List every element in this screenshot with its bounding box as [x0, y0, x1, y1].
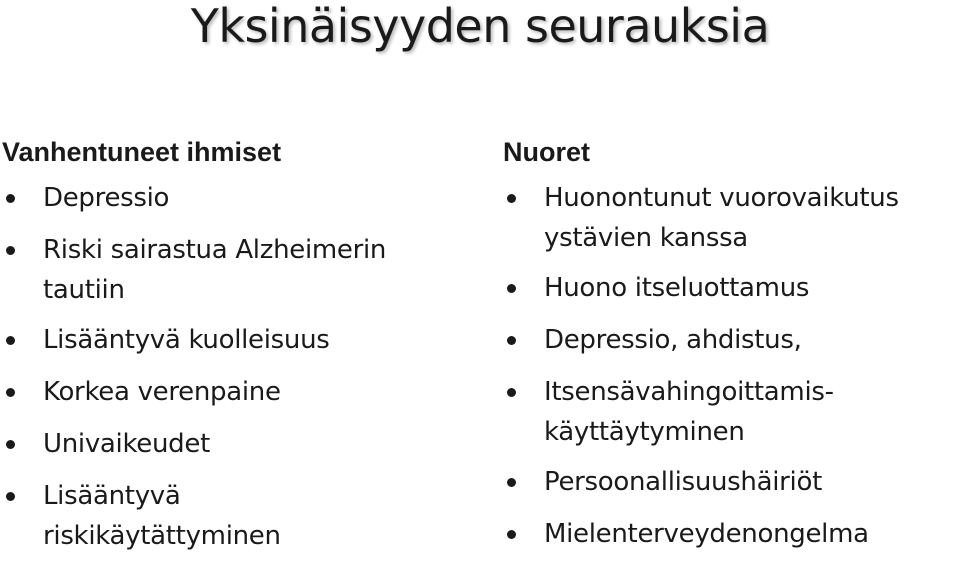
list-item-line: Riski sairastua Alzheimerin: [43, 235, 387, 265]
list-item-line: Persoonallisuushäiriöt: [544, 467, 822, 497]
list-item-line: riskikäytättyminen: [43, 521, 281, 551]
list-item-text: [43, 476, 472, 556]
list-item: [503, 514, 960, 554]
list-item-line: Mielenterveydenongelma: [544, 519, 869, 549]
list-item: [2, 424, 472, 464]
bullet-icon: [507, 530, 516, 539]
slide-title: Yksinäisyyden seurauksia: [190, 0, 770, 53]
list-item-text: [43, 230, 472, 310]
list-item-line: Huono itseluottamus: [544, 273, 810, 303]
list-item-line: Korkea verenpaine: [43, 377, 281, 407]
list-item-text: [544, 514, 960, 554]
list-item-text: [544, 462, 960, 502]
bullet-icon: [6, 440, 15, 449]
list-item: [2, 320, 472, 360]
list-item-line: Lisääntyvä: [43, 481, 181, 511]
list-item: [503, 372, 960, 452]
bullet-icon: [6, 492, 15, 501]
bullet-icon: [507, 388, 516, 397]
list-item-text: [43, 320, 472, 360]
list-item-line: tautiin: [43, 275, 125, 305]
list-item: [2, 372, 472, 412]
list-item-text: [544, 372, 960, 452]
list-item-line: Depressio, ahdistus,: [544, 325, 802, 355]
list-item-line: Univaikeudet: [43, 429, 210, 459]
left-column-heading: Vanhentuneet ihmiset: [2, 137, 282, 167]
list-item-line: Huonontunut vuorovaikutus: [544, 183, 899, 213]
list-item-line: Lisääntyvä kuolleisuus: [43, 325, 330, 355]
list-item-text: [544, 320, 960, 360]
bullet-icon: [507, 284, 516, 293]
list-item-line: ystävien kanssa: [544, 223, 748, 253]
right-bullet-list: [503, 178, 960, 554]
bullet-icon: [507, 478, 516, 487]
bullet-icon: [6, 336, 15, 345]
list-item: [2, 178, 472, 218]
list-item-line: Depressio: [43, 183, 170, 213]
list-item: [503, 320, 960, 360]
list-item: [503, 268, 960, 308]
list-item-line: käyttäytyminen: [544, 417, 745, 447]
right-column-heading: Nuoret: [503, 137, 590, 167]
list-item: [2, 476, 472, 556]
bullet-icon: [6, 388, 15, 397]
left-bullet-list: [2, 178, 472, 556]
bullet-icon: [6, 194, 15, 203]
list-item-text: [43, 424, 472, 464]
right-column: [503, 132, 960, 566]
list-item: [2, 230, 472, 310]
list-item: [503, 178, 960, 258]
list-item-text: [43, 372, 472, 412]
bullet-icon: [507, 194, 516, 203]
list-item-text: [544, 268, 960, 308]
list-item-text: [43, 178, 472, 218]
left-column: [2, 132, 472, 568]
list-item-line: Itsensävahingoittamis-: [544, 377, 834, 407]
list-item: [503, 462, 960, 502]
bullet-icon: [507, 336, 516, 345]
list-item-text: [544, 178, 960, 258]
bullet-icon: [6, 246, 15, 255]
